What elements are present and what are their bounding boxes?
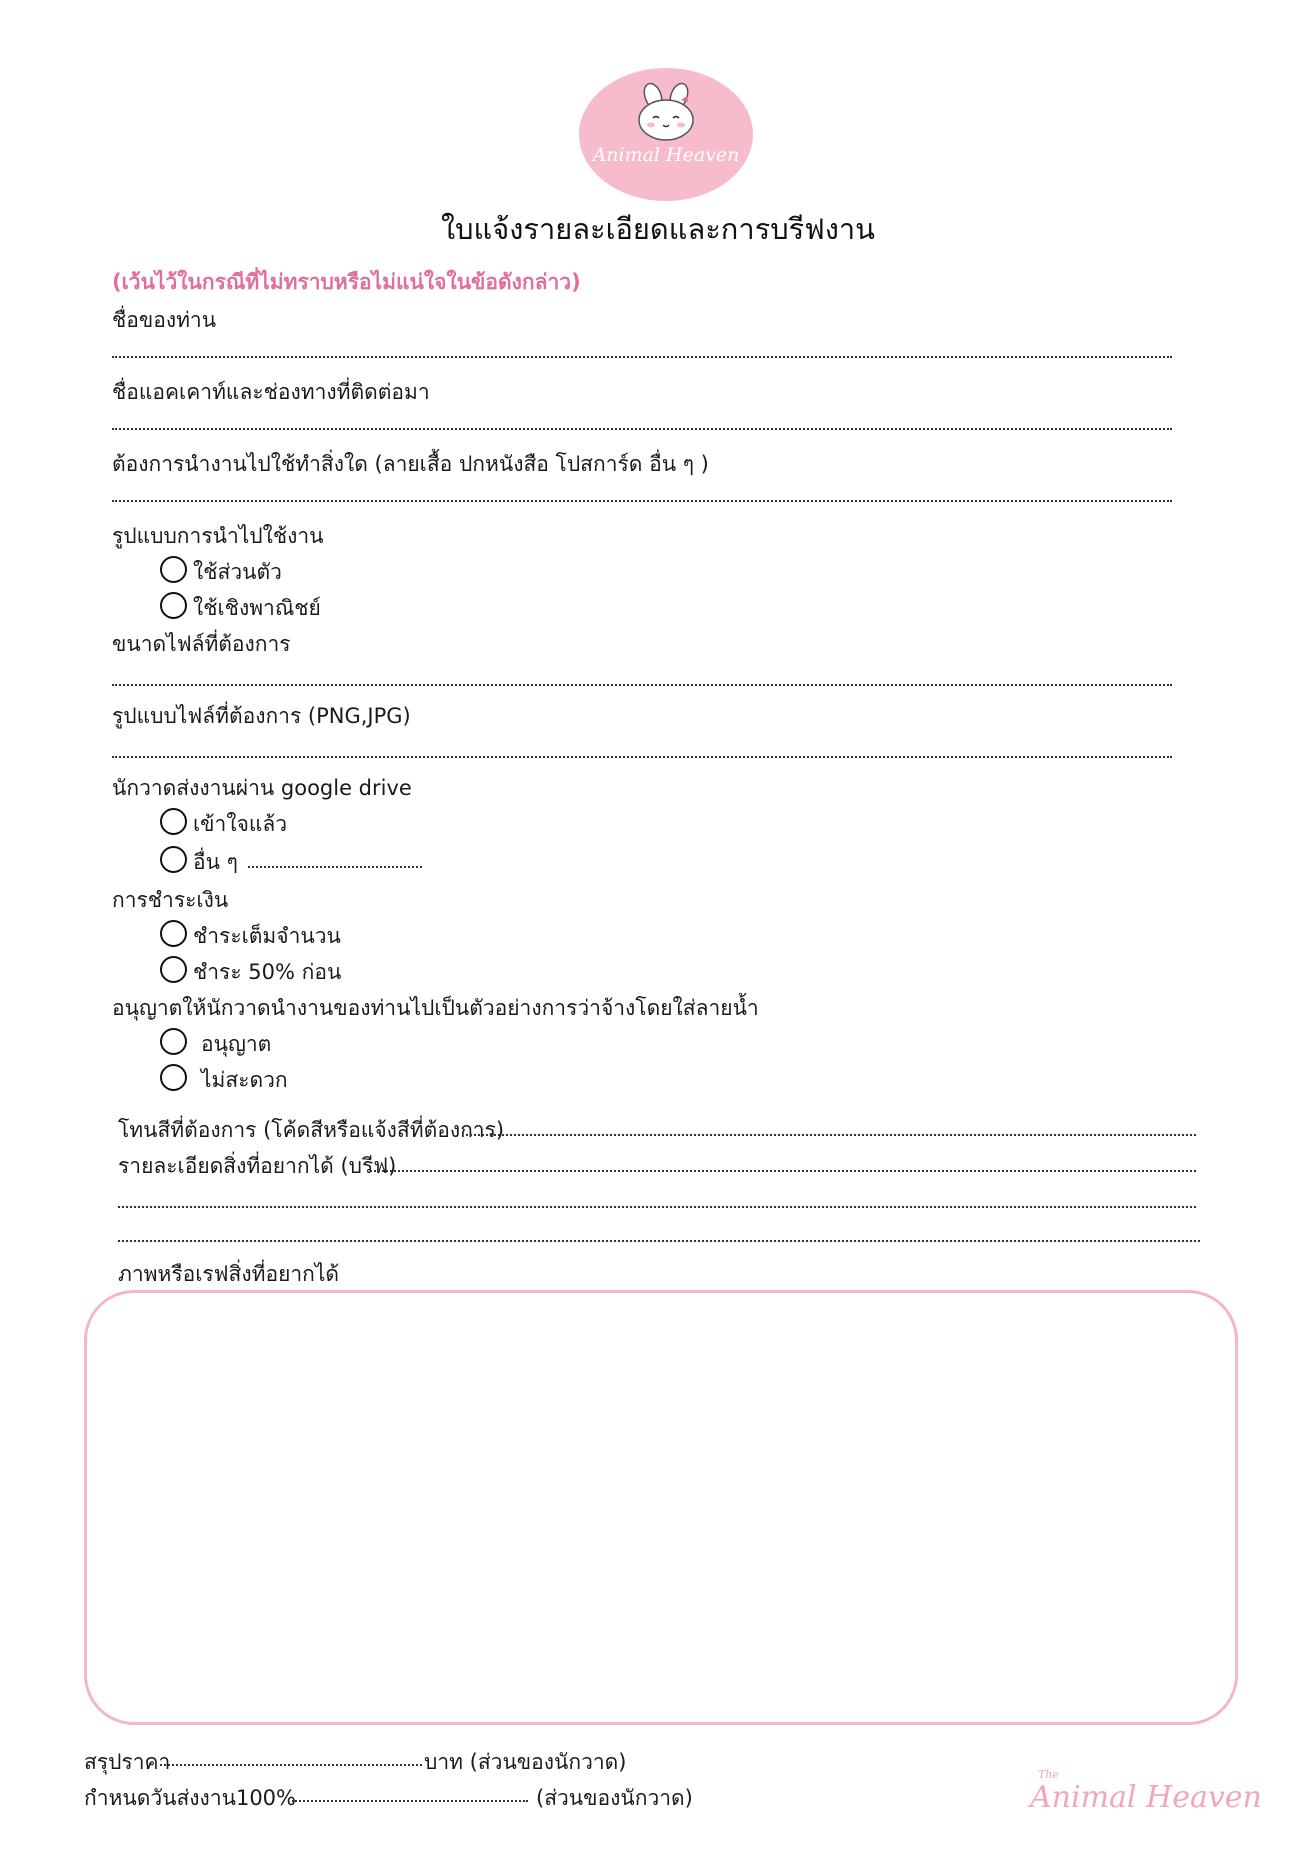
permission-deny-label: ไม่สะดวก: [201, 1068, 288, 1092]
file-format-field[interactable]: [112, 756, 1172, 758]
payment-full-radio[interactable]: [160, 920, 187, 947]
file-size-field[interactable]: [112, 684, 1172, 686]
payment-half-radio[interactable]: [160, 956, 187, 983]
price-field[interactable]: [160, 1764, 422, 1766]
account-label: ชื่อแอคเคาท์และช่องทางที่ติดต่อมา: [112, 380, 430, 404]
permission-allow-radio[interactable]: [160, 1028, 187, 1055]
details-field-2[interactable]: [118, 1206, 1196, 1208]
reference-image-box[interactable]: [84, 1290, 1238, 1725]
deadline-label: กำหนดวันส่งงาน100%: [84, 1786, 296, 1810]
name-label: ชื่อของท่าน: [112, 308, 217, 332]
bunny-icon: [629, 82, 705, 144]
details-field-1[interactable]: [370, 1170, 1196, 1172]
form-title: ใบแจ้งรายละเอียดและการบรีฟงาน: [440, 212, 875, 246]
delivery-label: นักวาดส่งงานผ่าน google drive: [112, 776, 412, 800]
payment-full-label: ชำระเต็มจำนวน: [193, 924, 341, 948]
delivery-other-label: อื่น ๆ: [193, 850, 238, 874]
form-note: (เว้นไว้ในกรณีที่ไม่ทราบหรือไม่แน่ใจในข้อดังกล่าว): [112, 270, 581, 294]
deadline-suffix: (ส่วนของนักวาด): [536, 1786, 693, 1810]
footer-logo-prefix: The: [1038, 1768, 1059, 1781]
footer-logo-text: Animal Heaven: [1030, 1780, 1262, 1815]
permission-deny-radio[interactable]: [160, 1064, 187, 1091]
footer-logo: [1030, 1768, 1262, 1815]
price-label: สรุปราคา: [84, 1750, 171, 1774]
usage-personal-label: ใช้ส่วนตัว: [193, 560, 282, 584]
delivery-understood-radio[interactable]: [160, 808, 187, 835]
reference-label: ภาพหรือเรฟสิ่งที่อยากได้: [118, 1262, 340, 1286]
details-label: รายละเอียดสิ่งที่อยากได้ (บรีฟ): [118, 1154, 397, 1178]
logo-wordmark: Animal Heaven: [592, 144, 740, 166]
usage-commercial-radio[interactable]: [160, 592, 187, 619]
purpose-label: ต้องการนำงานไปใช้ทำสิ่งใด (ลายเสื้อ ปกหนังสือ โปสการ์ด อื่น ๆ ): [112, 452, 709, 476]
tone-field[interactable]: [466, 1134, 1196, 1136]
payment-label: การชำระเงิน: [112, 888, 229, 912]
purpose-field[interactable]: [112, 500, 1172, 502]
delivery-other-field[interactable]: [248, 866, 422, 868]
usage-personal-radio[interactable]: [160, 556, 187, 583]
account-field[interactable]: [112, 428, 1172, 430]
file-size-label: ขนาดไฟล์ที่ต้องการ: [112, 632, 291, 656]
price-suffix: บาท (ส่วนของนักวาด): [424, 1750, 627, 1774]
deadline-field[interactable]: [292, 1800, 528, 1802]
payment-half-label: ชำระ 50% ก่อน: [193, 960, 342, 984]
usage-label: รูปแบบการนำไปใช้งาน: [112, 524, 324, 548]
tone-label: โทนสีที่ต้องการ (โค้ดสีหรือแจ้งสีที่ต้องการ): [118, 1118, 505, 1142]
delivery-understood-label: เข้าใจแล้ว: [193, 812, 288, 836]
file-format-label: รูปแบบไฟล์ที่ต้องการ (PNG,JPG): [112, 704, 411, 728]
permission-label: อนุญาตให้นักวาดนำงานของท่านไปเป็นตัวอย่างการว่าจ้างโดยใส่ลายน้ำ: [112, 996, 759, 1020]
details-field-3[interactable]: [118, 1240, 1200, 1242]
name-field[interactable]: [112, 356, 1172, 358]
delivery-other-radio[interactable]: [160, 846, 187, 873]
permission-allow-label: อนุญาต: [201, 1032, 272, 1056]
usage-commercial-label: ใช้เชิงพาณิชย์: [193, 596, 321, 620]
brand-logo: [579, 68, 753, 201]
